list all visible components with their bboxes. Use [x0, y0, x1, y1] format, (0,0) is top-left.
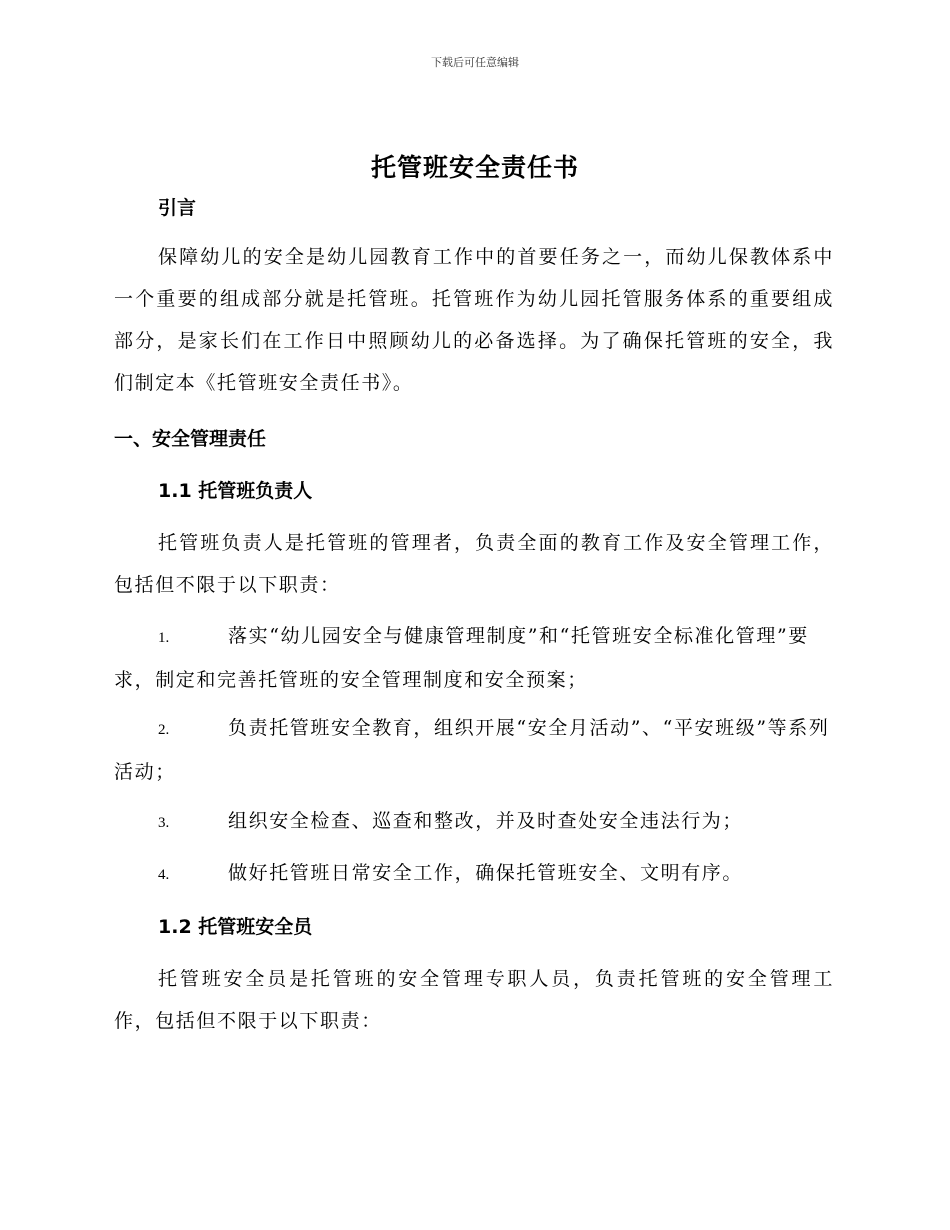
intro-paragraph: 保障幼儿的安全是幼儿园教育工作中的首要任务之一，而幼儿保教体系中一个重要的组成部分就是托管班。托管班作为幼儿园托管服务体系的重要组成部分，是家长们在工作日中照顾幼儿的必备选择。为了确保托管班的安全，我们制定本《托管班安全责任书》。 — [114, 246, 834, 394]
intro-heading: 引言 — [158, 197, 197, 219]
list-item-number: 1. — [158, 630, 170, 646]
list-item-number: 2. — [158, 722, 170, 738]
subsection-1-2-paragraph: 托管班安全员是托管班的安全管理专职人员，负责托管班的安全管理工作，包括但不限于以下职责： — [114, 968, 834, 1032]
list-item-number: 4. — [158, 867, 170, 883]
list-item — [114, 615, 834, 701]
list-item — [114, 852, 834, 896]
list-item-text: 落实“幼儿园安全与健康管理制度”和“托管班安全标准化管理”要求，制定和完善托管班的安全管理制度和安全预案； — [114, 625, 809, 691]
subsection-1-1-heading: 1.1 托管班负责人 — [158, 480, 313, 502]
list-item-text: 组织安全检查、巡查和整改，并及时查处安全违法行为； — [228, 810, 744, 832]
list-item — [114, 800, 834, 844]
subsection-1-1-paragraph: 托管班负责人是托管班的管理者，负责全面的教育工作及安全管理工作，包括但不限于以下职责： — [114, 532, 834, 596]
list-item-text: 做好托管班日常安全工作，确保托管班安全、文明有序。 — [228, 862, 744, 884]
section-1-heading: 一、安全管理责任 — [114, 428, 267, 450]
list-item-text: 负责托管班安全教育，组织开展“安全月活动”、“平安班级”等系列活动； — [114, 717, 830, 783]
list-item — [114, 707, 834, 793]
header-note: 下载后可任意编辑 — [431, 56, 519, 69]
document-title: 托管班安全责任书 — [370, 153, 579, 182]
subsection-1-2-heading: 1.2 托管班安全员 — [158, 916, 313, 938]
list-item-number: 3. — [158, 815, 170, 831]
